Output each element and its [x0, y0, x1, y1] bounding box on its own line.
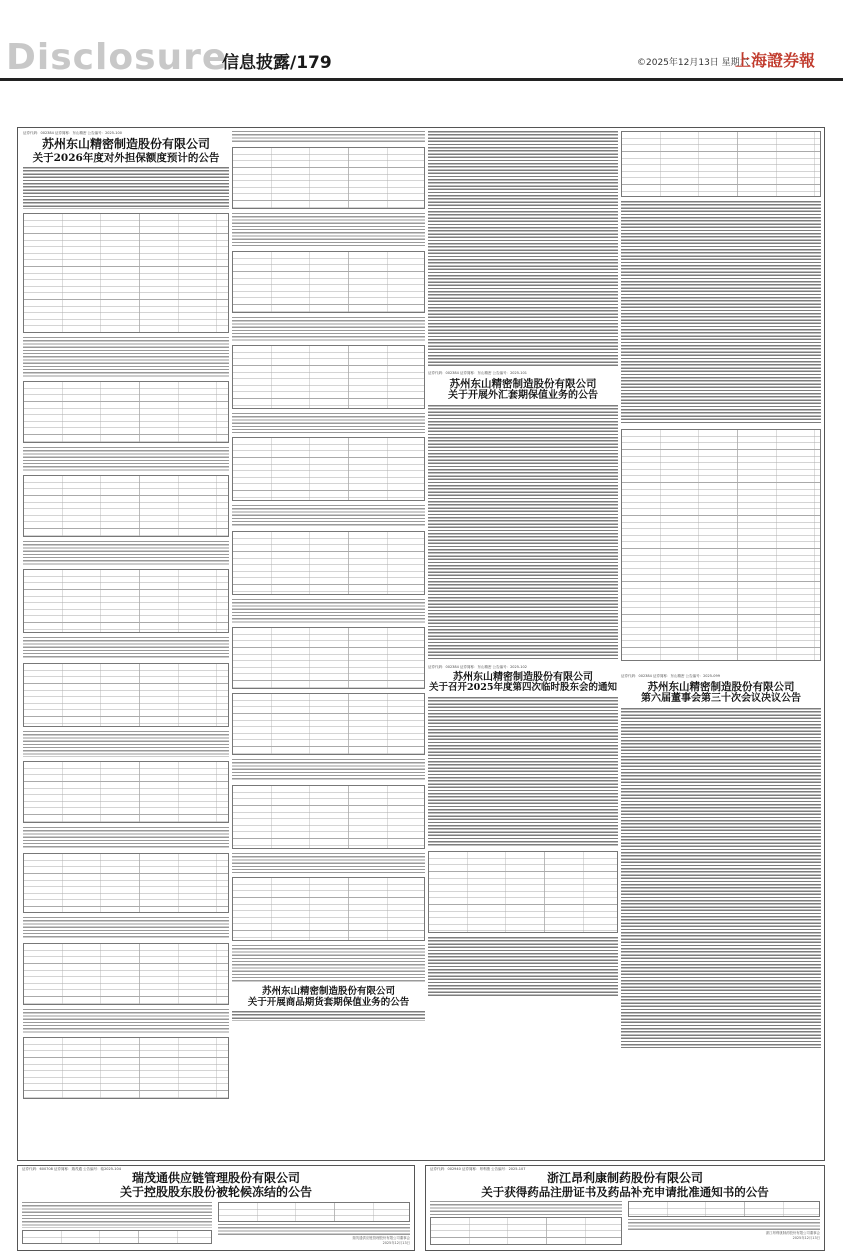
- body-text: [23, 337, 229, 377]
- body-text: [23, 167, 229, 209]
- column-4: [621, 131, 821, 1157]
- signoff: 浙江昂利康制药股份有限公司董事会: [765, 1231, 820, 1236]
- announcement-codes: 证券代码：600708 证券简称：瑞茂通 公告编号：临2025-104: [22, 1167, 121, 1171]
- announcement-title: 关于获得药品注册证书及药品补充申请批准通知书的公告: [481, 1184, 769, 1199]
- announcement-title: 关于开展外汇套期保值业务的公告: [448, 390, 598, 402]
- body-text: [428, 697, 618, 847]
- financial-table: [232, 785, 425, 849]
- body-text: [232, 759, 425, 781]
- signature-line: [621, 665, 821, 670]
- signoff: 瑞茂通供应链管理股份有限公司董事会: [352, 1235, 410, 1240]
- announcement-title: 关于2026年度对外担保额度预计的公告: [32, 151, 220, 164]
- announcement-codes: 证券代码：002384 证券简称：东山精密 公告编号：2025-101: [428, 371, 527, 375]
- proposal-table: [621, 429, 821, 661]
- signoff-date: 2025年12月13日: [382, 1240, 410, 1245]
- body-text: [23, 731, 229, 757]
- column-1: [23, 131, 229, 1157]
- shareholding-table: [218, 1202, 410, 1222]
- announcement-title: 关于召开2025年度第四次临时股东会的通知: [429, 682, 617, 694]
- body-text: [232, 945, 425, 983]
- body-text: [23, 541, 229, 565]
- body-text: [628, 1219, 820, 1231]
- body-text: [23, 447, 229, 471]
- body-text: [23, 1009, 229, 1033]
- company-name: 苏州东山精密制造股份有限公司: [41, 137, 210, 151]
- drug-info-table: [430, 1217, 622, 1245]
- financial-table: [232, 531, 425, 595]
- newspaper-name: 上海證券報: [735, 51, 816, 70]
- proposal-table: [428, 851, 618, 933]
- body-text: [232, 317, 425, 341]
- anglikang-announcement: [430, 1167, 820, 1249]
- announcement-codes: 证券代码：002384 证券简称：东山精密 公告编号：2025-100: [23, 131, 122, 135]
- announcement-title: 关于控股股东股份被轮候冻结的公告: [119, 1184, 312, 1199]
- section-title: 信息披露/179: [222, 53, 332, 73]
- column-2: [232, 131, 425, 1157]
- body-text: [621, 708, 821, 1048]
- financial-table: [232, 147, 425, 209]
- masthead: [0, 0, 843, 92]
- body-text: [428, 937, 618, 997]
- announcement-codes: 证券代码：002384 证券简称：东山精密 公告编号：2025-099: [621, 674, 720, 678]
- announcement-title: 第六届董事会第三十次会议决议公告: [641, 693, 801, 705]
- masthead-rule: [0, 78, 843, 81]
- body-text: [428, 405, 618, 661]
- financial-table: [23, 761, 229, 823]
- body-text: [22, 1202, 212, 1228]
- body-text: [232, 213, 425, 247]
- body-text: [232, 853, 425, 873]
- brand-wordmark: Disclosure: [6, 37, 228, 78]
- body-text: [232, 413, 425, 433]
- financial-table: [232, 251, 425, 313]
- announcement-codes: 证券代码：002940 证券简称：昂利康 公告编号：2025-107: [430, 1167, 526, 1171]
- body-text: [232, 599, 425, 623]
- shareholder-table: [232, 627, 425, 689]
- announcement-title: 关于开展商品期货套期保值业务的公告: [247, 996, 410, 1008]
- body-text: [430, 1201, 622, 1215]
- column-3: [428, 131, 618, 1157]
- company-name: 浙江昂利康制药股份有限公司: [546, 1171, 703, 1185]
- financial-table: [232, 693, 425, 755]
- financial-table: [232, 437, 425, 501]
- financial-table: [23, 569, 229, 633]
- financial-table: [232, 345, 425, 409]
- signoff-date: 2025年12月13日: [792, 1236, 820, 1241]
- issue-date: ©2025年12月13日 星期六: [637, 58, 749, 68]
- company-name: 苏州东山精密制造股份有限公司: [449, 378, 597, 390]
- body-text: [23, 827, 229, 849]
- ruimao-announcement: [22, 1167, 410, 1249]
- financial-table: [23, 943, 229, 1005]
- body-text: [232, 131, 425, 143]
- body-text: [218, 1224, 410, 1236]
- financial-table: [23, 853, 229, 913]
- company-name: 苏州东山精密制造股份有限公司: [647, 681, 795, 693]
- body-text: [621, 201, 821, 425]
- body-text: [23, 637, 229, 659]
- body-text: [232, 1011, 425, 1021]
- proposal-table: [621, 131, 821, 197]
- financial-table: [23, 381, 229, 443]
- announcement-codes: 证券代码：002384 证券简称：东山精密 公告编号：2025-102: [428, 664, 527, 669]
- body-text: [232, 505, 425, 527]
- drug-info-table: [628, 1201, 820, 1217]
- body-text: [23, 917, 229, 939]
- financial-table: [23, 475, 229, 537]
- financial-table: [23, 1037, 229, 1099]
- financial-table: [232, 877, 425, 941]
- guarantee-table: [23, 213, 229, 333]
- company-name: 苏州东山精密制造股份有限公司: [261, 986, 395, 997]
- company-name: 苏州东山精密制造股份有限公司: [453, 671, 593, 683]
- body-text: [428, 131, 618, 367]
- financial-table: [23, 663, 229, 727]
- freeze-table: [22, 1230, 212, 1244]
- company-name: 瑞茂通供应链管理股份有限公司: [131, 1171, 300, 1185]
